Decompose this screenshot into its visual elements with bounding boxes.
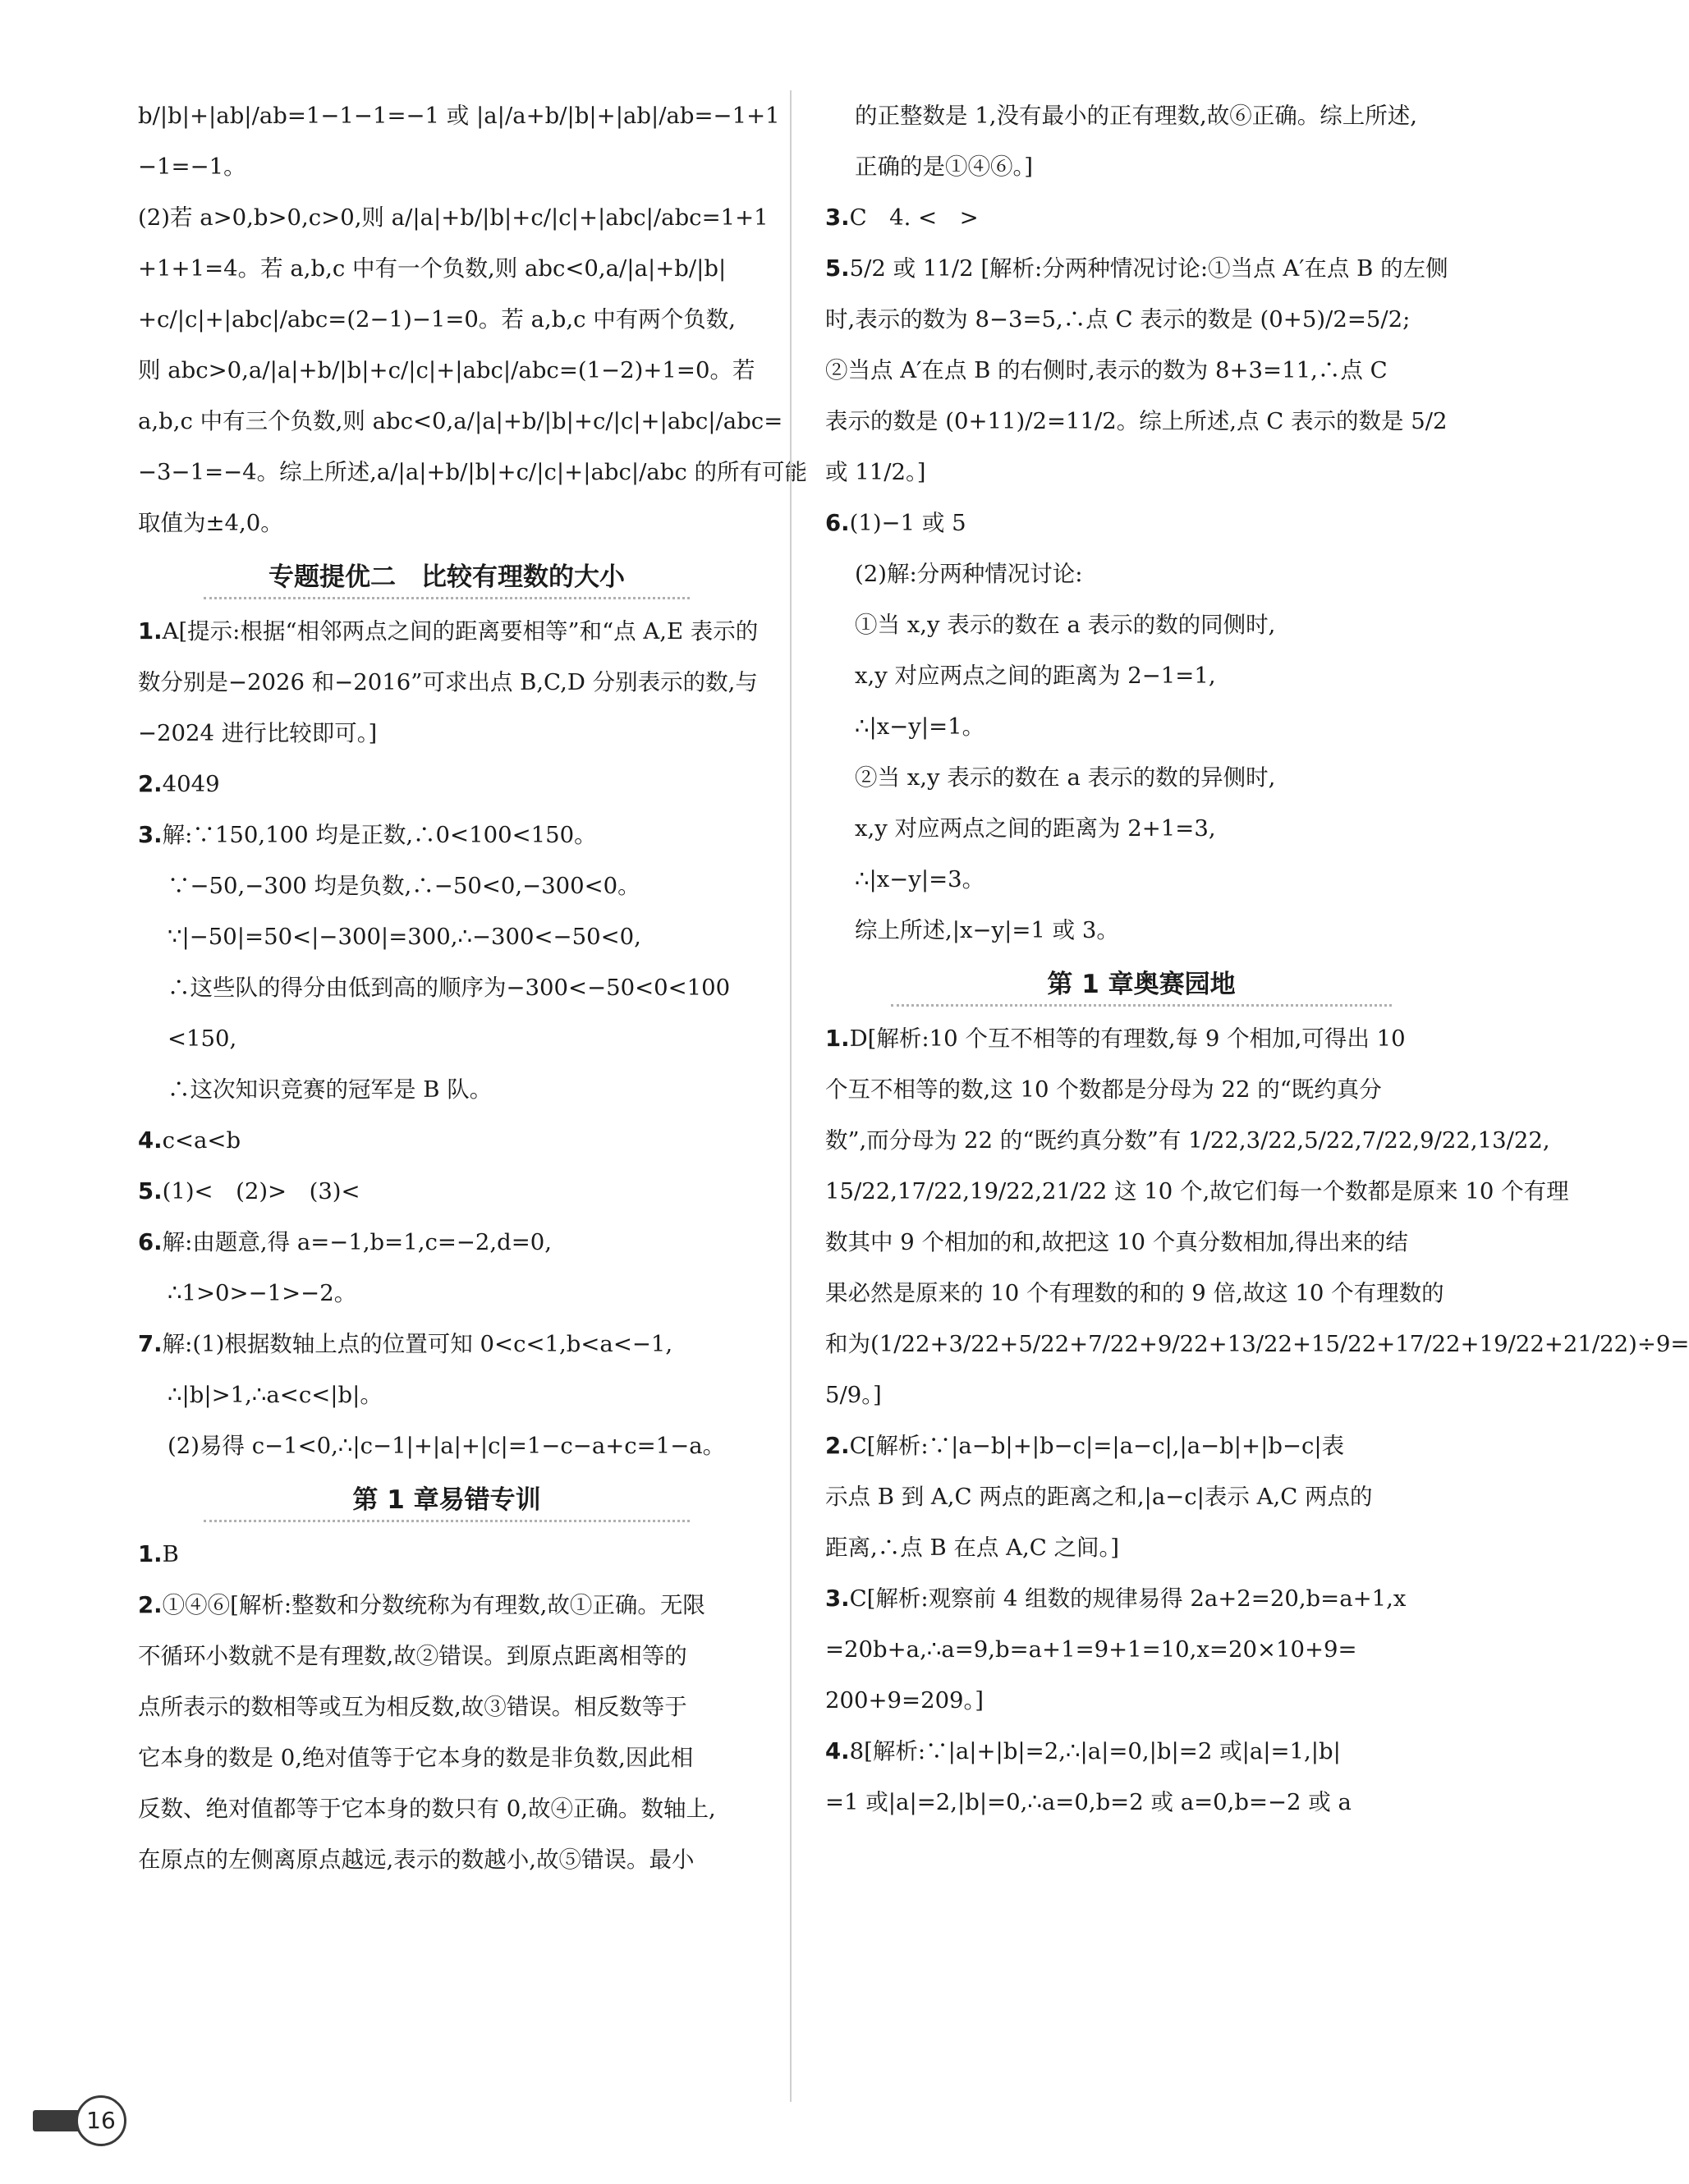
line-text: <150, xyxy=(168,1025,237,1052)
text-line xyxy=(138,1580,755,1631)
text-line xyxy=(825,243,1457,294)
line-text: (2)解:分两种情况讨论: xyxy=(855,561,1083,587)
line-text: 距离,∴点 B 在点 A,C 之间。] xyxy=(825,1535,1120,1561)
question-number: 4. xyxy=(138,1127,163,1154)
line-text: +c/|c|+|abc|/abc=(2−1)−1=0。若 a,b,c 中有两个负数, xyxy=(138,306,736,333)
text-line xyxy=(825,1675,1457,1726)
question-number: 5. xyxy=(825,255,850,282)
text-line xyxy=(825,701,1457,752)
line-text: 或 11/2。] xyxy=(825,459,926,485)
text-line xyxy=(825,1217,1457,1268)
text-line xyxy=(138,345,755,396)
text-line xyxy=(138,396,783,447)
line-text: 个互不相等的数,这 10 个数都是分母为 22 的“既约真分 xyxy=(825,1076,1382,1103)
line-text: −1=−1。 xyxy=(138,154,246,180)
line-text: +1+1=4。若 a,b,c 中有一个负数,则 abc<0,a/|a|+b/|b| xyxy=(138,255,727,282)
line-text: ∵−50,−300 均是负数,∴−50<0,−300<0。 xyxy=(168,873,640,899)
question-number: 7. xyxy=(138,1331,163,1357)
line-text: 在原点的左侧离原点越远,表示的数越小,故⑤错误。最小 xyxy=(138,1847,695,1873)
text-line xyxy=(138,1732,755,1783)
text-line xyxy=(138,1115,755,1166)
line-text: 的正整数是 1,没有最小的正有理数,故⑥正确。综上所述, xyxy=(855,103,1417,129)
text-line xyxy=(825,90,1457,141)
text-line xyxy=(138,1631,755,1682)
section-heading-text: 专题提优二 比较有理数的大小 xyxy=(268,562,625,592)
question-number: 3. xyxy=(825,1585,850,1612)
question-number: 1. xyxy=(138,618,163,645)
line-text: A[提示:根据“相邻两点之间的距离要相等”和“点 A,E 表示的 xyxy=(162,618,759,645)
text-line xyxy=(138,90,780,141)
line-text: (2)若 a>0,b>0,c>0,则 a/|a|+b/|b|+c/|c|+|abc|/abc=1+1 xyxy=(138,204,769,231)
text-line xyxy=(138,1319,755,1370)
text-line xyxy=(825,1115,1550,1166)
text-line xyxy=(825,1064,1457,1115)
section-heading xyxy=(138,1471,755,1529)
line-text: 200+9=209。] xyxy=(825,1687,984,1714)
text-line xyxy=(825,1268,1457,1319)
section-underline xyxy=(204,1520,690,1522)
text-line xyxy=(138,447,808,498)
line-text: 表示的数是 (0+11)/2=11/2。综上所述,点 C 表示的数是 5/2 xyxy=(825,408,1448,434)
text-line xyxy=(825,1726,1457,1777)
line-text: ①当 x,y 表示的数在 a 表示的数的同侧时, xyxy=(855,612,1276,638)
line-text: 解:∵150,100 均是正数,∴0<100<150。 xyxy=(162,822,597,848)
line-text: 解:由题意,得 a=−1,b=1,c=−2,d=0, xyxy=(162,1229,553,1255)
line-text: 5/2 或 11/2 [解析:分两种情况讨论:①当点 A′在点 B 的左侧 xyxy=(849,255,1448,282)
line-text: 5/9。] xyxy=(825,1382,882,1408)
line-text: (1)−1 或 5 xyxy=(849,510,966,536)
line-text: C[解析:∵|a−b|+|b−c|=|a−c|,|a−b|+|b−c|表 xyxy=(849,1433,1345,1459)
text-line xyxy=(825,447,1457,498)
line-text: 取值为±4,0。 xyxy=(138,510,283,536)
section-heading xyxy=(825,956,1457,1013)
text-line xyxy=(138,1013,755,1064)
line-text: 和为(1/22+3/22+5/22+7/22+9/22+13/22+15/22+17/22+19/22+21/22)÷9= xyxy=(825,1331,1689,1357)
section-underline xyxy=(891,1004,1392,1007)
line-text: b/|b|+|ab|/ab=1−1−1=−1 或 |a|/a+b/|b|+|ab|/ab=−1+1 xyxy=(138,103,780,129)
text-line xyxy=(138,1217,755,1268)
line-text: 反数、绝对值都等于它本身的数只有 0,故④正确。数轴上, xyxy=(138,1796,716,1822)
line-text: ∴1>0>−1>−2。 xyxy=(168,1280,357,1306)
question-number: 1. xyxy=(825,1025,850,1052)
line-text: 正确的是①④⑥。] xyxy=(855,154,1033,180)
text-line xyxy=(138,1370,755,1420)
line-text: 不循环小数就不是有理数,故②错误。到原点距离相等的 xyxy=(138,1643,687,1669)
text-line xyxy=(825,1573,1457,1624)
text-line xyxy=(825,1319,1689,1370)
line-text: 数”,而分母为 22 的“既约真分数”有 1/22,3/22,5/22,7/22,9/22,13/22, xyxy=(825,1127,1550,1154)
text-line xyxy=(138,1064,755,1115)
text-line xyxy=(825,1166,1569,1217)
line-text: 点所表示的数相等或互为相反数,故③错误。相反数等于 xyxy=(138,1694,687,1720)
page-number: 16 xyxy=(76,2095,126,2146)
text-line xyxy=(138,192,769,243)
line-text: 示点 B 到 A,C 两点的距离之和,|a−c|表示 A,C 两点的 xyxy=(825,1484,1373,1510)
text-line xyxy=(138,294,755,345)
line-text: ∴|x−y|=3。 xyxy=(855,866,985,892)
text-line xyxy=(138,141,755,192)
text-line xyxy=(138,860,755,911)
question-number: 6. xyxy=(825,510,850,536)
line-text: (1)< (2)> (3)< xyxy=(162,1178,360,1204)
line-text: 数其中 9 个相加的和,故把这 10 个真分数相加,得出来的结 xyxy=(825,1229,1408,1255)
text-line xyxy=(138,810,755,860)
line-text: (2)易得 c−1<0,∴|c−1|+|a|+|c|=1−c−a+c=1−a。 xyxy=(168,1433,726,1459)
question-number: 6. xyxy=(138,1229,163,1255)
line-text: =1 或|a|=2,|b|=0,∴a=0,b=2 或 a=0,b=−2 或 a xyxy=(825,1789,1352,1815)
text-line xyxy=(138,1682,755,1732)
line-text: 8[解析:∵|a|+|b|=2,∴|a|=0,|b|=2 或|a|=1,|b| xyxy=(849,1738,1341,1764)
text-line xyxy=(138,911,755,962)
text-line xyxy=(825,1624,1457,1675)
line-text: 15/22,17/22,19/22,21/22 这 10 个,故它们每一个数都是原来 10 个有理 xyxy=(825,1178,1569,1204)
text-line xyxy=(825,599,1457,650)
line-text: 则 abc>0,a/|a|+b/|b|+c/|c|+|abc|/abc=(1−2)+1=0。若 xyxy=(138,357,755,383)
column-divider xyxy=(790,90,792,2102)
page-badge-bar xyxy=(33,2110,82,2131)
line-text: ①④⑥[解析:整数和分数统称为有理数,故①正确。无限 xyxy=(162,1592,705,1618)
line-text: ∴这次知识竞赛的冠军是 B 队。 xyxy=(168,1076,493,1103)
text-line xyxy=(138,1834,755,1885)
text-line xyxy=(138,962,755,1013)
question-number: 2. xyxy=(138,1592,163,1618)
text-line xyxy=(138,243,755,294)
line-text: a,b,c 中有三个负数,则 abc<0,a/|a|+b/|b|+c/|c|+|abc|/abc= xyxy=(138,408,783,434)
line-text: 时,表示的数为 8−3=5,∴点 C 表示的数是 (0+5)/2=5/2; xyxy=(825,306,1411,333)
text-line xyxy=(138,1166,755,1217)
line-text: c<a<b xyxy=(162,1127,241,1154)
text-line xyxy=(825,396,1457,447)
text-line xyxy=(138,1420,755,1471)
text-line xyxy=(138,1783,755,1834)
line-text: ②当 x,y 表示的数在 a 表示的数的异侧时, xyxy=(855,764,1276,791)
question-number: 3. xyxy=(825,204,850,231)
question-number: 3. xyxy=(138,822,163,848)
text-line xyxy=(825,1522,1457,1573)
text-line xyxy=(138,708,755,759)
text-line xyxy=(825,1370,1457,1420)
line-text: x,y 对应两点之间的距离为 2−1=1, xyxy=(855,663,1216,689)
right-column xyxy=(825,90,1689,1828)
section-heading xyxy=(138,548,755,606)
question-number: 5. xyxy=(138,1178,163,1204)
text-line xyxy=(825,192,1457,243)
text-line xyxy=(825,1420,1457,1471)
text-line xyxy=(825,141,1457,192)
text-line xyxy=(825,294,1457,345)
text-line xyxy=(825,752,1457,803)
line-text: D[解析:10 个互不相等的有理数,每 9 个相加,可得出 10 xyxy=(849,1025,1406,1052)
page-number-badge xyxy=(33,2092,116,2150)
line-text: ∵|−50|=50<|−300|=300,∴−300<−50<0, xyxy=(168,924,641,950)
line-text: ∴这些队的得分由低到高的顺序为−300<−50<0<100 xyxy=(168,975,731,1001)
line-text: 它本身的数是 0,绝对值等于它本身的数是非负数,因此相 xyxy=(138,1745,694,1771)
question-number: 2. xyxy=(825,1433,850,1459)
line-text: 果必然是原来的 10 个有理数的和的 9 倍,故这 10 个有理数的 xyxy=(825,1280,1444,1306)
line-text: =20b+a,∴a=9,b=a+1=9+1=10,x=20×10+9= xyxy=(825,1636,1357,1663)
question-number: 4. xyxy=(825,1738,850,1764)
text-line xyxy=(825,1777,1457,1828)
line-text: 数分别是−2026 和−2016”可求出点 B,C,D 分别表示的数,与 xyxy=(138,669,758,695)
text-line xyxy=(825,650,1457,701)
section-underline xyxy=(204,597,690,599)
text-line xyxy=(138,1268,755,1319)
text-line xyxy=(825,1013,1457,1064)
line-text: 综上所述,|x−y|=1 或 3。 xyxy=(855,917,1119,943)
text-line xyxy=(138,759,755,810)
section-heading-text: 第 1 章奥赛园地 xyxy=(1047,970,1236,999)
line-text: −3−1=−4。综上所述,a/|a|+b/|b|+c/|c|+|abc|/abc 的所有可能 xyxy=(138,459,808,485)
line-text: 解:(1)根据数轴上点的位置可知 0<c<1,b<a<−1, xyxy=(162,1331,673,1357)
text-line xyxy=(138,657,758,708)
text-line xyxy=(138,606,759,657)
question-number: 1. xyxy=(138,1541,163,1567)
question-number: 2. xyxy=(138,771,163,797)
line-text: C[解析:观察前 4 组数的规律易得 2a+2=20,b=a+1,x xyxy=(849,1585,1407,1612)
line-text: ②当点 A′在点 B 的右侧时,表示的数为 8+3=11,∴点 C xyxy=(825,357,1388,383)
text-line xyxy=(825,498,1457,548)
line-text: B xyxy=(162,1541,179,1567)
text-line xyxy=(825,345,1457,396)
line-text: ∴|x−y|=1。 xyxy=(855,713,985,740)
line-text: x,y 对应两点之间的距离为 2+1=3, xyxy=(855,815,1216,842)
section-heading-text: 第 1 章易错专训 xyxy=(352,1485,541,1515)
text-line xyxy=(825,803,1457,854)
line-text: −2024 进行比较即可。] xyxy=(138,720,378,746)
line-text: C 4. < > xyxy=(849,204,979,231)
line-text: ∴|b|>1,∴a<c<|b|。 xyxy=(168,1382,383,1408)
text-line xyxy=(825,854,1457,905)
text-line xyxy=(825,1471,1457,1522)
text-line xyxy=(825,905,1457,956)
text-line xyxy=(825,548,1457,599)
text-line xyxy=(138,498,755,548)
left-column xyxy=(138,90,808,1885)
line-text: 4049 xyxy=(162,771,220,797)
text-line xyxy=(138,1529,755,1580)
